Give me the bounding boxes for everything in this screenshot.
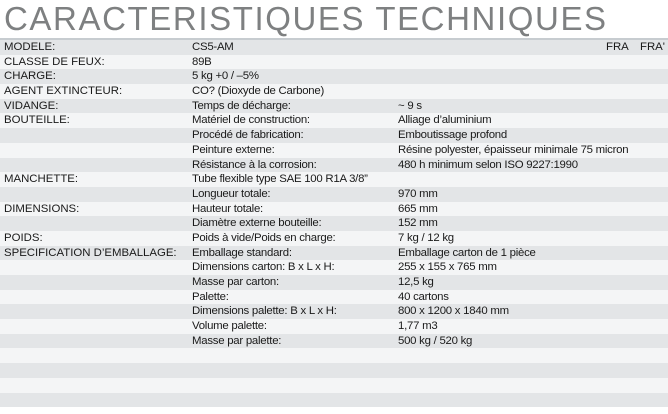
table-row bbox=[0, 290, 668, 305]
row-attribute: Masse par carton: bbox=[192, 276, 279, 288]
row-attribute: Diamètre externe bouteille: bbox=[192, 217, 322, 230]
table-row bbox=[0, 99, 668, 114]
page-title: CARACTERISTIQUES TECHNIQUES bbox=[4, 0, 608, 37]
table-row bbox=[0, 304, 668, 319]
row-attribute: Procédé de fabrication: bbox=[192, 129, 304, 142]
table-row bbox=[0, 319, 668, 334]
row-label: MODELE: bbox=[4, 41, 56, 53]
table-row bbox=[0, 393, 668, 408]
row-attribute: Dimensions carton: B x L x H: bbox=[192, 261, 335, 274]
row-attribute: 89B bbox=[192, 55, 212, 68]
row-value: 152 mm bbox=[398, 217, 438, 230]
row-value: 1,77 m3 bbox=[398, 320, 438, 333]
table-row bbox=[0, 113, 668, 128]
table-row bbox=[0, 187, 668, 202]
row-attribute: Temps de décharge: bbox=[192, 99, 291, 112]
row-label: CHARGE: bbox=[4, 70, 56, 83]
row-attribute: Masse par palette: bbox=[192, 334, 282, 347]
table-row bbox=[0, 363, 668, 378]
spec-table bbox=[0, 40, 668, 407]
row-label: VIDANGE: bbox=[4, 99, 59, 112]
row-attribute: Poids à vide/Poids en charge: bbox=[192, 231, 336, 244]
table-row bbox=[0, 158, 668, 173]
row-attribute: Dimensions palette: B x L x H: bbox=[192, 305, 337, 318]
table-row bbox=[0, 40, 668, 55]
row-lang-2: FRA' bbox=[640, 41, 665, 53]
row-attribute: Volume palette: bbox=[192, 320, 267, 333]
row-attribute: Tube flexible type SAE 100 R1A 3/8” bbox=[192, 173, 368, 186]
row-value: 800 x 1200 x 1840 mm bbox=[398, 305, 509, 318]
row-value: 970 mm bbox=[398, 187, 438, 200]
table-row bbox=[0, 143, 668, 158]
row-label: SPECIFICATION D’EMBALLAGE: bbox=[4, 246, 177, 259]
row-attribute: CS5-AM bbox=[192, 41, 234, 53]
row-value: 12,5 kg bbox=[398, 276, 434, 288]
row-value: 40 cartons bbox=[398, 290, 449, 303]
row-value: 500 kg / 520 kg bbox=[398, 334, 473, 347]
row-attribute: CO? (Dioxyde de Carbone) bbox=[192, 85, 325, 98]
row-value: 480 h minimum selon ISO 9227:1990 bbox=[398, 158, 578, 171]
row-value: 255 x 155 x 765 mm bbox=[398, 261, 497, 274]
row-attribute: Matériel de construction: bbox=[192, 114, 310, 127]
table-row bbox=[0, 55, 668, 70]
row-attribute: Peinture externe: bbox=[192, 143, 275, 156]
table-row bbox=[0, 128, 668, 143]
row-label: MANCHETTE: bbox=[4, 173, 79, 186]
row-value: Emboutissage profond bbox=[398, 129, 507, 142]
row-label: CLASSE DE FEUX: bbox=[4, 55, 105, 68]
row-label: DIMENSIONS: bbox=[4, 202, 80, 215]
row-label: AGENT EXTINCTEUR: bbox=[4, 85, 123, 98]
table-row bbox=[0, 334, 668, 349]
table-row bbox=[0, 172, 668, 187]
table-row bbox=[0, 231, 668, 246]
row-value: Alliage d’aluminium bbox=[398, 114, 492, 127]
row-value: 7 kg / 12 kg bbox=[398, 231, 454, 244]
row-value: ~ 9 s bbox=[398, 99, 422, 112]
row-value: Résine polyester, épaisseur minimale 75 micron bbox=[398, 143, 629, 156]
table-row bbox=[0, 246, 668, 261]
row-attribute: 5 kg +0 / –5% bbox=[192, 70, 259, 83]
table-row bbox=[0, 260, 668, 275]
table-row bbox=[0, 69, 668, 84]
row-attribute: Longueur totale: bbox=[192, 187, 271, 200]
row-lang-1: FRA bbox=[606, 41, 629, 53]
table-row bbox=[0, 275, 668, 290]
row-label: BOUTEILLE: bbox=[4, 114, 70, 127]
row-attribute: Emballage standard: bbox=[192, 246, 292, 259]
table-row bbox=[0, 216, 668, 231]
row-label: POIDS: bbox=[4, 231, 43, 244]
table-row bbox=[0, 348, 668, 363]
row-attribute: Résistance à la corrosion: bbox=[192, 158, 317, 171]
row-value: 665 mm bbox=[398, 202, 438, 215]
table-row bbox=[0, 202, 668, 217]
table-row bbox=[0, 378, 668, 393]
row-attribute: Hauteur totale: bbox=[192, 202, 263, 215]
row-value: Emballage carton de 1 pièce bbox=[398, 246, 536, 259]
row-attribute: Palette: bbox=[192, 290, 229, 303]
table-row bbox=[0, 84, 668, 99]
